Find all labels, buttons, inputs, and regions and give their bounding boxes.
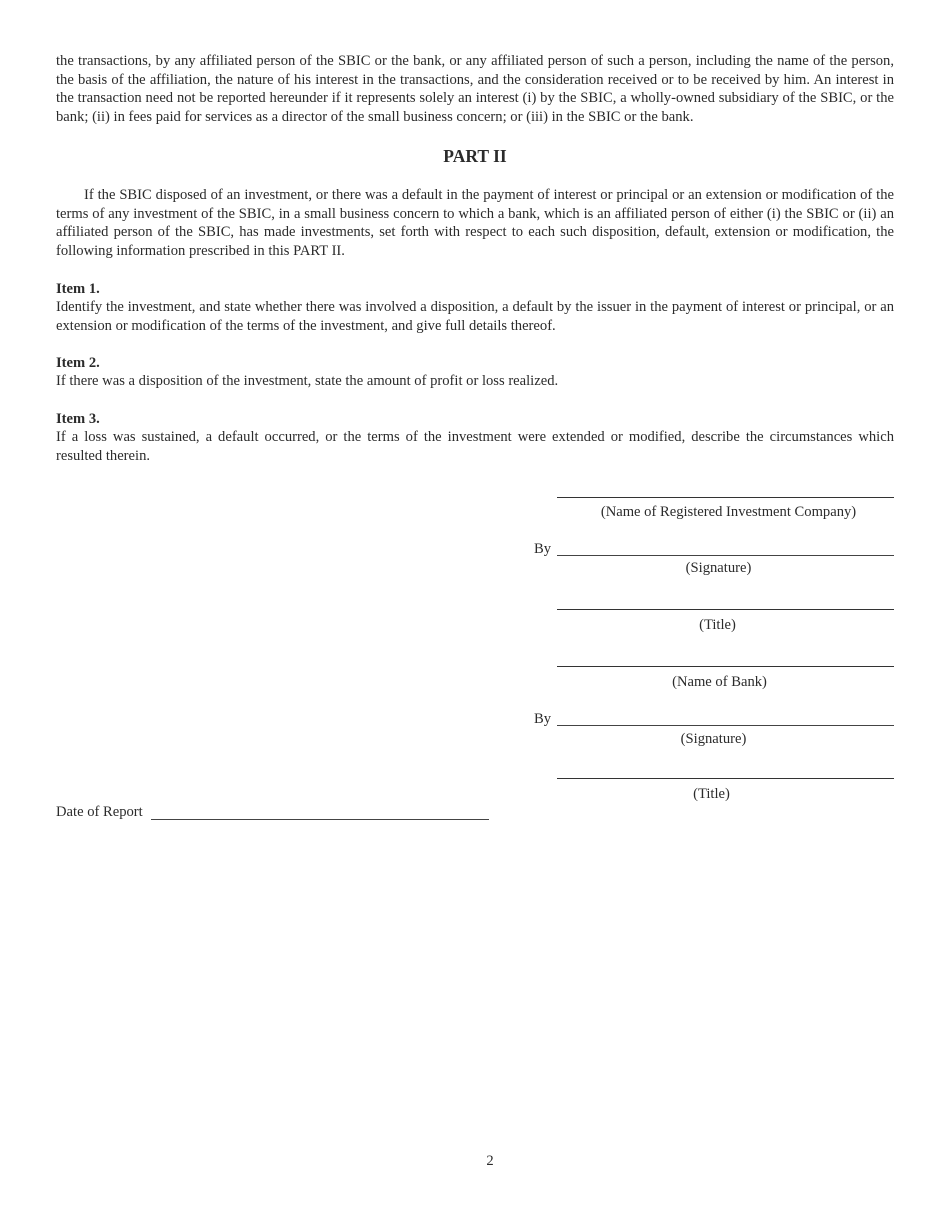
- part-intro-paragraph: If the SBIC disposed of an investment, or there was a default in the payment of interest or principal or an extension or modification of the terms of any investment of the SBIC, in a small business concern to which a bank, which is an affiliated person of either (i) the SBIC or (ii) an affiliated person of the SBIC, has made investments, set forth with respect to each such disposition, default, extension or modification, the following information prescribed in this PART II.: [56, 187, 894, 259]
- bank-signature-line[interactable]: [557, 725, 894, 726]
- bank-name-caption: (Name of Bank): [672, 674, 767, 690]
- bank-title-line[interactable]: [557, 778, 894, 779]
- continuation-paragraph: the transactions, by any affiliated person of the SBIC or the bank, or any affiliated person of such a person, including the name of the person, the basis of the affiliation, the nature of his interest in the transactions, and the consideration received or to be received by him. An interest in the transaction need not be reported hereunder if it represents solely an interest (i) by the SBIC, a wholly-owned subsidiary of the SBIC, or the bank; (ii) in fees paid for services as a director of the small business concern; or (iii) in the SBIC or the bank.: [56, 53, 894, 125]
- item-1-title: Item 1.: [56, 281, 100, 297]
- item-2-text: If there was a disposition of the investment, state the amount of profit or loss realized.: [56, 373, 559, 389]
- company-title-line[interactable]: [557, 609, 894, 610]
- company-name-caption: (Name of Registered Investment Company): [600, 504, 857, 520]
- bank-title-caption: (Title): [693, 786, 730, 802]
- item-1-text: Identify the investment, and state whether there was involved a disposition, a default by the issuer in the payment of interest or principal, or an extension or modification of the terms of the investment, and give full details thereof.: [56, 299, 894, 334]
- date-of-report-line[interactable]: [151, 819, 489, 820]
- company-signature-line[interactable]: [557, 555, 894, 556]
- company-name-line[interactable]: [557, 497, 894, 498]
- bank-signature-caption: (Signature): [680, 731, 747, 747]
- company-title-caption: (Title): [699, 617, 736, 633]
- by-label-1: By: [534, 541, 552, 557]
- page-number: 2: [486, 1153, 494, 1169]
- company-signature-caption: (Signature): [685, 560, 752, 576]
- part-heading: PART II: [443, 146, 507, 166]
- date-of-report-label: Date of Report: [56, 804, 143, 820]
- item-2-title: Item 2.: [56, 355, 100, 371]
- item-3-text: If a loss was sustained, a default occurred, or the terms of the investment were extended or modified, describe the circumstances which resulted therein.: [56, 429, 894, 464]
- by-label-2: By: [534, 711, 552, 727]
- item-3-title: Item 3.: [56, 411, 100, 427]
- bank-name-line[interactable]: [557, 666, 894, 667]
